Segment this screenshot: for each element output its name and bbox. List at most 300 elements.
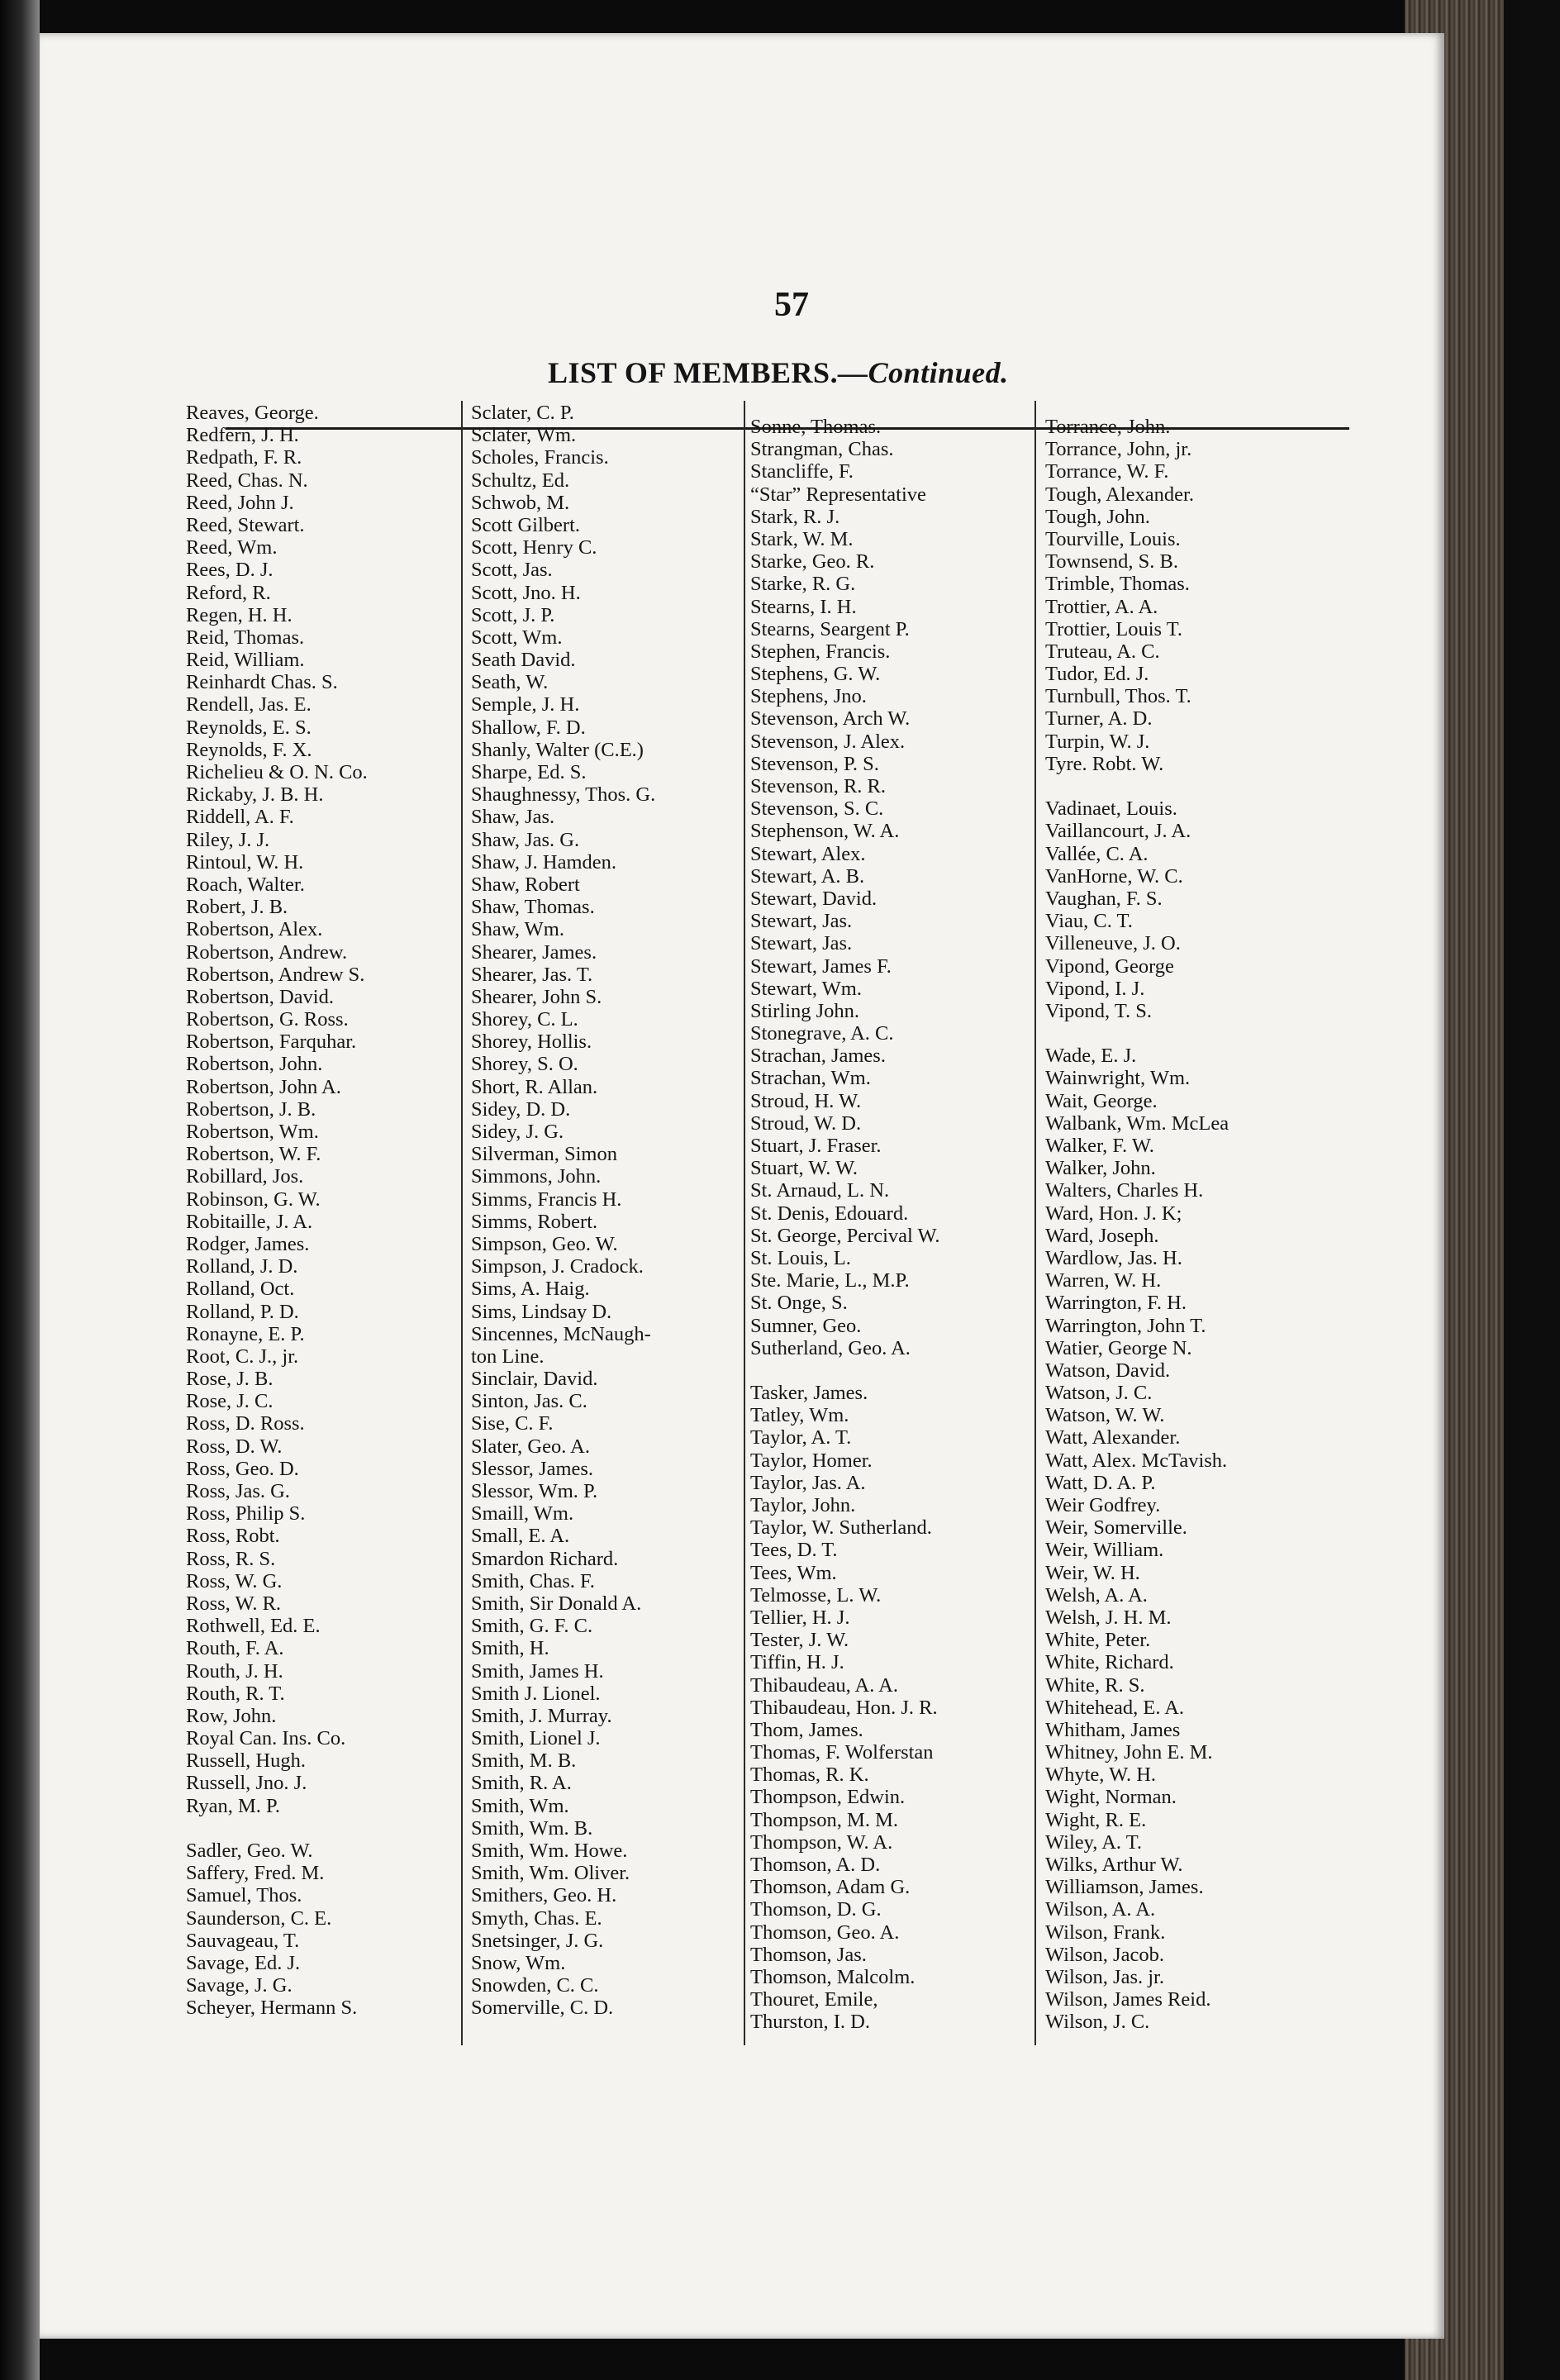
member-entry: Watson, W. W. [1045, 1404, 1165, 1427]
member-entry: Robertson, Andrew S. [186, 963, 365, 986]
member-entry: Wade, E. J. [1045, 1045, 1137, 1068]
member-entry: Smardon Richard. [471, 1547, 619, 1570]
member-entry: Simpson, Geo. W. [471, 1232, 618, 1255]
section-gap [186, 1817, 368, 1840]
member-entry: Robertson, W. F. [186, 1143, 321, 1166]
member-entry: Scott Gilbert. [471, 513, 581, 536]
section-gap [1045, 775, 1229, 797]
section-gap [1045, 1022, 1229, 1045]
member-entry: Rothwell, Ed. E. [186, 1615, 321, 1638]
member-entry: Thompson, M. M. [750, 1808, 899, 1831]
member-entry: Sclater, Wm. [471, 424, 577, 447]
member-column-1 [186, 402, 368, 2020]
member-entry: Stevenson, Arch W. [750, 707, 911, 731]
member-entry: Vipond, George [1045, 954, 1174, 978]
member-entry: Stevenson, S. C. [750, 797, 884, 821]
member-entry: Wight, Norman. [1045, 1786, 1177, 1809]
member-entry: Stevenson, P. S. [750, 752, 879, 775]
member-entry: Sidey, J. G. [471, 1121, 564, 1143]
member-entry: Stark, R. J. [750, 505, 840, 528]
member-entry: Sadler, Geo. W. [186, 1840, 313, 1862]
member-entry: Smith, R. A. [471, 1772, 572, 1795]
member-entry: Thomas, R. K. [750, 1764, 869, 1787]
member-entry: Trimble, Thomas. [1045, 573, 1190, 596]
member-entry: Thompson, W. A. [750, 1830, 893, 1854]
member-entry: Wiley, A. T. [1045, 1830, 1142, 1854]
member-entry: Wilson, A. A. [1045, 1898, 1156, 1921]
member-entry: Shearer, John S. [471, 985, 602, 1008]
member-entry: Routh, J. H. [186, 1659, 283, 1683]
member-entry: Sharpe, Ed. S. [471, 761, 587, 783]
member-entry: Ste. Marie, L., M.P. [750, 1269, 910, 1292]
member-entry: Rendell, Jas. E. [186, 693, 312, 716]
member-entry: Torrance, John. [1045, 416, 1171, 438]
member-entry: Reed, Chas. N. [186, 469, 308, 492]
member-entry: Robitaille, J. A. [186, 1210, 313, 1233]
member-entry: Ross, D. Ross. [186, 1412, 305, 1435]
member-entry: Tyre. Robt. W. [1045, 752, 1164, 775]
member-entry: Simms, Robert. [471, 1210, 598, 1233]
member-entry: Roach, Walter. [186, 873, 305, 896]
member-entry: White, Peter. [1045, 1629, 1151, 1652]
member-entry: Shaw, Robert [471, 873, 580, 896]
member-entry: Smith, Lionel J. [471, 1727, 601, 1750]
member-entry: Russell, Hugh. [186, 1749, 306, 1773]
member-entry: Smith, Sir Donald A. [471, 1592, 642, 1615]
member-entry: Ross, R. S. [186, 1547, 276, 1570]
member-entry: Shaw, J. Hamden. [471, 850, 617, 873]
member-entry: Vipond, T. S. [1045, 999, 1152, 1022]
member-entry: Simpson, J. Cradock. [471, 1255, 644, 1278]
member-entry: Thomson, Jas. [750, 1943, 867, 1966]
member-entry: Warrington, John T. [1045, 1314, 1206, 1337]
member-entry: Scott, Jas. [471, 559, 553, 582]
member-entry: Scheyer, Hermann S. [186, 1997, 358, 2020]
member-entry: Whitham, James [1045, 1718, 1181, 1741]
member-entry: Shorey, S. O. [471, 1053, 578, 1076]
member-entry: Sinton, Jas. C. [471, 1390, 587, 1413]
member-entry: Ward, Joseph. [1045, 1224, 1159, 1247]
member-entry: Strangman, Chas. [750, 438, 894, 461]
member-entry: Thomson, A. D. [750, 1854, 881, 1876]
member-entry: VanHorne, W. C. [1045, 864, 1183, 888]
member-entry: Rolland, J. D. [186, 1255, 298, 1278]
member-entry: Robert, J. B. [186, 896, 288, 919]
member-entry: Thompson, Edwin. [750, 1786, 906, 1809]
member-entry: Rolland, P. D. [186, 1300, 299, 1323]
member-entry: St. Arnaud, L. N. [750, 1179, 890, 1202]
member-column-4 [1045, 416, 1229, 2034]
member-entry: Stewart, Jas. [750, 910, 853, 933]
member-entry: Robertson, Farquhar. [186, 1031, 357, 1054]
member-entry: Short, R. Allan. [471, 1075, 598, 1098]
member-entry: Shorey, Hollis. [471, 1031, 592, 1054]
member-entry: Shaughnessy, Thos. G. [471, 783, 656, 807]
member-entry: Stancliffe, F. [750, 460, 854, 483]
member-entry: Thibaudeau, Hon. J. R. [750, 1696, 938, 1719]
member-entry: Reaves, George. [186, 402, 319, 424]
member-entry: Redpath, F. R. [186, 446, 302, 469]
member-entry: Rose, J. B. [186, 1368, 273, 1391]
member-entry: Robillard, Jos. [186, 1165, 304, 1188]
member-entry: St. Louis, L. [750, 1246, 851, 1269]
member-entry: Vaillancourt, J. A. [1045, 820, 1191, 843]
member-entry: Smith J. Lionel. [471, 1682, 601, 1705]
member-entry: Rickaby, J. B. H. [186, 783, 324, 807]
member-entry: Rose, J. C. [186, 1390, 273, 1413]
member-entry: Ross, Robt. [186, 1525, 280, 1548]
member-entry: Sincennes, McNaugh- [471, 1322, 651, 1345]
member-entry: Seath David. [471, 649, 576, 672]
member-entry: Welsh, J. H. M. [1045, 1606, 1172, 1629]
page-number: 57 [774, 286, 809, 324]
member-entry: Small, E. A. [471, 1525, 570, 1548]
member-entry: Stevenson, J. Alex. [750, 730, 906, 753]
member-entry: Taylor, Jas. A. [750, 1471, 866, 1494]
member-entry: Thomson, Adam G. [750, 1876, 911, 1899]
member-entry: Smith, G. F. C. [471, 1615, 593, 1638]
member-entry: Weir, Somerville. [1045, 1516, 1187, 1540]
member-entry: Robertson, G. Ross. [186, 1008, 349, 1031]
member-entry: Stewart, Alex. [750, 842, 866, 865]
member-entry: Routh, F. A. [186, 1637, 284, 1660]
member-entry: Wilson, Jacob. [1045, 1943, 1164, 1966]
member-entry: Robertson, Andrew. [186, 940, 348, 964]
member-entry: Regen, H. H. [186, 603, 292, 626]
member-entry: Thomson, Malcolm. [750, 1965, 916, 1988]
member-entry: Stewart, David. [750, 887, 878, 910]
member-entry: Savage, Ed. J. [186, 1951, 301, 1974]
member-entry: Strachan, Wm. [750, 1067, 871, 1090]
member-entry: Weir, W. H. [1045, 1561, 1140, 1584]
member-entry: St. George, Percival W. [750, 1224, 940, 1247]
member-entry: Ross, D. W. [186, 1435, 283, 1458]
member-entry: Scott, Jno. H. [471, 581, 581, 604]
member-entry: Stark, W. M. [750, 527, 854, 550]
member-entry: Robertson, Wm. [186, 1121, 319, 1143]
member-entry: Snetsinger, J. G. [471, 1929, 604, 1952]
member-entry: Smith, H. [471, 1637, 549, 1660]
member-entry: Stewart, A. B. [750, 864, 865, 888]
member-entry: Somerville, C. D. [471, 1997, 614, 2020]
member-entry: Villeneuve, J. O. [1045, 932, 1181, 955]
member-entry: Weir, William. [1045, 1539, 1164, 1562]
member-entry: Reed, Stewart. [186, 513, 305, 536]
member-entry: Tourville, Louis. [1045, 527, 1181, 550]
member-entry: Tatley, Wm. [750, 1404, 849, 1427]
member-entry: Vipond, I. J. [1045, 977, 1145, 1000]
member-entry: Snow, Wm. [471, 1951, 566, 1974]
member-entry: Stearns, I. H. [750, 595, 857, 618]
member-entry: Warrington, F. H. [1045, 1292, 1187, 1315]
member-entry: Trottier, A. A. [1045, 595, 1158, 618]
member-entry: Stephen, Francis. [750, 640, 891, 663]
member-entry: Stuart, J. Fraser. [750, 1135, 882, 1157]
member-entry: Ross, Jas. G. [186, 1480, 290, 1502]
member-entry: Robinson, G. W. [186, 1188, 321, 1211]
member-entry: Ross, W. G. [186, 1569, 283, 1592]
member-entry: Wait, George. [1045, 1089, 1158, 1112]
member-entry: Wardlow, Jas. H. [1045, 1246, 1182, 1269]
member-entry: Tough, Alexander. [1045, 483, 1194, 506]
member-entry: Sonne, Thomas. [750, 416, 882, 438]
member-entry: Smith, Wm. Howe. [471, 1840, 628, 1862]
member-entry: ton Line. [471, 1345, 545, 1368]
member-entry: Stuart, W. W. [750, 1157, 858, 1180]
member-entry: Thomson, D. G. [750, 1898, 882, 1921]
member-entry: Schwob, M. [471, 491, 570, 514]
member-entry: Saunderson, C. E. [186, 1906, 332, 1930]
member-entry: Taylor, Homer. [750, 1449, 873, 1472]
column-divider-1 [461, 401, 463, 2045]
member-entry: White, Richard. [1045, 1651, 1174, 1674]
member-entry: Watt, Alexander. [1045, 1426, 1181, 1449]
member-entry: Scott, Wm. [471, 626, 563, 649]
member-entry: Thomson, Geo. A. [750, 1921, 900, 1944]
member-entry: Shaw, Wm. [471, 918, 564, 941]
member-entry: Telmosse, L. W. [750, 1583, 882, 1606]
member-entry: Riddell, A. F. [186, 806, 294, 829]
member-entry: Shearer, James. [471, 940, 597, 964]
member-entry: Weir Godfrey. [1045, 1494, 1161, 1516]
member-entry: Thouret, Emile, [750, 1988, 878, 2011]
member-entry: Turnbull, Thos. T. [1045, 685, 1191, 708]
member-entry: Royal Can. Ins. Co. [186, 1727, 346, 1750]
member-entry: Shaw, Jas. G. [471, 828, 580, 851]
member-entry: Smith, Wm. B. [471, 1816, 593, 1840]
section-gap [750, 1359, 940, 1382]
member-entry: Watson, David. [1045, 1359, 1171, 1382]
member-entry: Stewart, James F. [750, 954, 892, 978]
member-entry: Stonegrave, A. C. [750, 1022, 894, 1045]
member-entry: Turpin, W. J. [1045, 730, 1150, 753]
page-title-main: LIST OF MEMBERS. [548, 356, 839, 389]
member-entry: Robertson, J. B. [186, 1097, 316, 1121]
member-entry: Tester, J. W. [750, 1629, 849, 1652]
member-entry: Wainwright, Wm. [1045, 1067, 1191, 1090]
member-entry: Reford, R. [186, 581, 271, 604]
member-entry: Walbank, Wm. McLea [1045, 1111, 1229, 1135]
member-entry: Stephens, G. W. [750, 663, 881, 686]
member-entry: Tough, John. [1045, 505, 1150, 528]
member-entry: Shorey, C. L. [471, 1008, 578, 1031]
member-entry: Ross, Geo. D. [186, 1457, 299, 1480]
member-entry: Russell, Jno. J. [186, 1772, 307, 1795]
member-entry: Sise, C. F. [471, 1412, 554, 1435]
member-entry: Sidey, D. D. [471, 1097, 571, 1121]
member-entry: Trottier, Louis T. [1045, 617, 1182, 640]
member-entry: Torrance, W. F. [1045, 460, 1169, 483]
member-entry: Williamson, James. [1045, 1876, 1204, 1899]
member-entry: Welsh, A. A. [1045, 1583, 1148, 1606]
member-entry: Whitehead, E. A. [1045, 1696, 1185, 1719]
page-title-suffix: —Continued. [838, 356, 1009, 389]
member-entry: Stephens, Jno. [750, 685, 867, 708]
member-entry: Snowden, C. C. [471, 1974, 599, 1997]
member-entry: Smith, J. Murray. [471, 1704, 612, 1727]
member-entry: Wilson, Jas. jr. [1045, 1965, 1164, 1988]
member-entry: Rolland, Oct. [186, 1278, 295, 1301]
member-entry: Ward, Hon. J. K; [1045, 1202, 1182, 1225]
member-entry: Smith, James H. [471, 1659, 604, 1683]
member-entry: Rintoul, W. H. [186, 850, 304, 873]
member-entry: Reinhardt Chas. S. [186, 671, 338, 694]
member-entry: Taylor, John. [750, 1494, 856, 1516]
member-entry: Walker, John. [1045, 1157, 1156, 1180]
member-entry: Stirling John. [750, 999, 860, 1022]
member-entry: Smith, Wm. Oliver. [471, 1862, 630, 1885]
member-entry: Tiffin, H. J. [750, 1651, 844, 1674]
member-entry: Simms, Francis H. [471, 1188, 622, 1211]
member-entry: Turner, A. D. [1045, 707, 1153, 731]
member-entry: Smith, M. B. [471, 1749, 577, 1773]
member-entry: Stewart, Jas. [750, 932, 853, 955]
member-entry: Tudor, Ed. J. [1045, 663, 1149, 686]
member-entry: Smith, Chas. F. [471, 1569, 595, 1592]
member-entry: Scott, Henry C. [471, 536, 597, 559]
member-entry: Reid, William. [186, 649, 305, 672]
member-entry: Tasker, James. [750, 1382, 868, 1405]
member-entry: Vallée, C. A. [1045, 842, 1149, 865]
member-entry: Ryan, M. P. [186, 1794, 281, 1817]
member-entry: Torrance, John, jr. [1045, 438, 1192, 461]
member-entry: Townsend, S. B. [1045, 550, 1178, 574]
member-entry: Rodger, James. [186, 1232, 310, 1255]
member-entry: Riley, J. J. [186, 828, 270, 851]
member-entry: Starke, R. G. [750, 573, 856, 596]
member-entry: Sims, A. Haig. [471, 1278, 590, 1301]
member-entry: Stroud, H. W. [750, 1089, 862, 1112]
member-entry: Sutherland, Geo. A. [750, 1336, 911, 1359]
member-entry: Tees, D. T. [750, 1539, 838, 1562]
member-entry: Shearer, Jas. T. [471, 963, 593, 986]
member-entry: St. Onge, S. [750, 1292, 848, 1315]
member-column-2 [471, 402, 655, 2020]
member-column-3 [750, 416, 940, 2034]
member-entry: Silverman, Simon [471, 1143, 617, 1166]
member-entry: Taylor, W. Sutherland. [750, 1516, 932, 1540]
member-entry: Wilson, Frank. [1045, 1921, 1166, 1944]
column-divider-2 [744, 401, 745, 2045]
member-entry: Saffery, Fred. M. [186, 1862, 325, 1885]
member-entry: Vadinaet, Louis. [1045, 797, 1177, 821]
member-entry: Strachan, James. [750, 1045, 886, 1068]
member-entry: Wilson, James Reid. [1045, 1988, 1211, 2011]
member-entry: Walker, F. W. [1045, 1135, 1154, 1157]
member-entry: Walters, Charles H. [1045, 1179, 1204, 1202]
member-entry: Wight, R. E. [1045, 1808, 1147, 1831]
member-entry: Starke, Geo. R. [750, 550, 875, 574]
member-entry: Smaill, Wm. [471, 1502, 574, 1526]
member-entry: White, R. S. [1045, 1673, 1145, 1697]
member-entry: Rees, D. J. [186, 559, 273, 582]
member-entry: Warren, W. H. [1045, 1269, 1162, 1292]
member-entry: Root, C. J., jr. [186, 1345, 299, 1368]
member-entry: Smyth, Chas. E. [471, 1906, 602, 1930]
member-entry: Whitney, John E. M. [1045, 1741, 1213, 1764]
member-entry: Routh, R. T. [186, 1682, 285, 1705]
member-entry: Watt, D. A. P. [1045, 1471, 1156, 1494]
member-entry: Robertson, David. [186, 985, 334, 1008]
member-entry: Robertson, Alex. [186, 918, 323, 941]
member-entry: Watson, J. C. [1045, 1382, 1153, 1405]
member-entry: Stearns, Seargent P. [750, 617, 910, 640]
member-entry: Watier, George N. [1045, 1336, 1192, 1359]
member-entry: Robertson, John. [186, 1053, 323, 1076]
member-entry: Reid, Thomas. [186, 626, 305, 649]
member-entry: Reed, John J. [186, 491, 294, 514]
member-entry: Tellier, H. J. [750, 1606, 850, 1629]
member-entry: Robertson, John A. [186, 1075, 341, 1098]
member-entry: Truteau, A. C. [1045, 640, 1160, 663]
member-entry: Row, John. [186, 1704, 277, 1727]
member-entry: Thurston, I. D. [750, 2011, 870, 2034]
member-entry: Ross, Philip S. [186, 1502, 306, 1526]
member-entry: Ronayne, E. P. [186, 1322, 305, 1345]
member-entry: Scholes, Francis. [471, 446, 609, 469]
member-entry: Savage, J. G. [186, 1974, 292, 1997]
member-entry: Samuel, Thos. [186, 1884, 302, 1907]
member-entry: Stroud, W. D. [750, 1111, 862, 1135]
member-entry: Stevenson, R. R. [750, 775, 887, 797]
member-entry: Scott, J. P. [471, 603, 555, 626]
member-entry: Schultz, Ed. [471, 469, 570, 492]
member-entry: Thomas, F. Wolferstan [750, 1741, 934, 1764]
member-entry: Slessor, James. [471, 1457, 594, 1480]
member-entry: Shallow, F. D. [471, 716, 586, 739]
member-entry: Ross, W. R. [186, 1592, 282, 1615]
member-entry: Sinclair, David. [471, 1368, 598, 1391]
member-entry: St. Denis, Edouard. [750, 1202, 909, 1225]
member-entry: Smith, Wm. [471, 1794, 569, 1817]
member-entry: Sauvageau, T. [186, 1929, 300, 1952]
member-entry: Sumner, Geo. [750, 1314, 862, 1337]
member-entry: Seath, W. [471, 671, 549, 694]
member-entry: Sims, Lindsay D. [471, 1300, 612, 1323]
member-entry: Taylor, A. T. [750, 1426, 852, 1449]
member-entry: Richelieu & O. N. Co. [186, 761, 368, 783]
member-entry: Stewart, Wm. [750, 977, 862, 1000]
member-entry: Wilks, Arthur W. [1045, 1854, 1183, 1876]
member-entry: Vaughan, F. S. [1045, 887, 1163, 910]
member-entry: Shaw, Thomas. [471, 896, 595, 919]
member-entry: Stephenson, W. A. [750, 820, 900, 843]
member-entry: Semple, J. H. [471, 693, 580, 716]
member-entry: Reynolds, F. X. [186, 738, 312, 761]
member-entry: Viau, C. T. [1045, 910, 1133, 933]
member-entry: Reynolds, E. S. [186, 716, 312, 739]
left-page-edge [0, 0, 40, 2380]
member-entry: Thibaudeau, A. A. [750, 1673, 898, 1697]
member-entry: Slater, Geo. A. [471, 1435, 590, 1458]
member-entry: Smithers, Geo. H. [471, 1884, 617, 1907]
page-title [548, 355, 1009, 390]
member-entry: Shanly, Walter (C.E.) [471, 738, 644, 761]
member-entry: Shaw, Jas. [471, 806, 555, 829]
member-entry: Simmons, John. [471, 1165, 602, 1188]
member-entry: Reed, Wm. [186, 536, 278, 559]
member-entry: Slessor, Wm. P. [471, 1480, 598, 1502]
member-entry: Sclater, C. P. [471, 402, 574, 424]
member-entry: “Star” Representative [750, 483, 926, 506]
member-entry: Thom, James. [750, 1718, 863, 1741]
member-entry: Whyte, W. H. [1045, 1764, 1157, 1787]
member-entry: Tees, Wm. [750, 1561, 837, 1584]
column-divider-3 [1034, 401, 1036, 2045]
member-entry: Redfern, J. H. [186, 424, 299, 447]
member-entry: Wilson, J. C. [1045, 2011, 1150, 2034]
member-entry: Watt, Alex. McTavish. [1045, 1449, 1228, 1472]
